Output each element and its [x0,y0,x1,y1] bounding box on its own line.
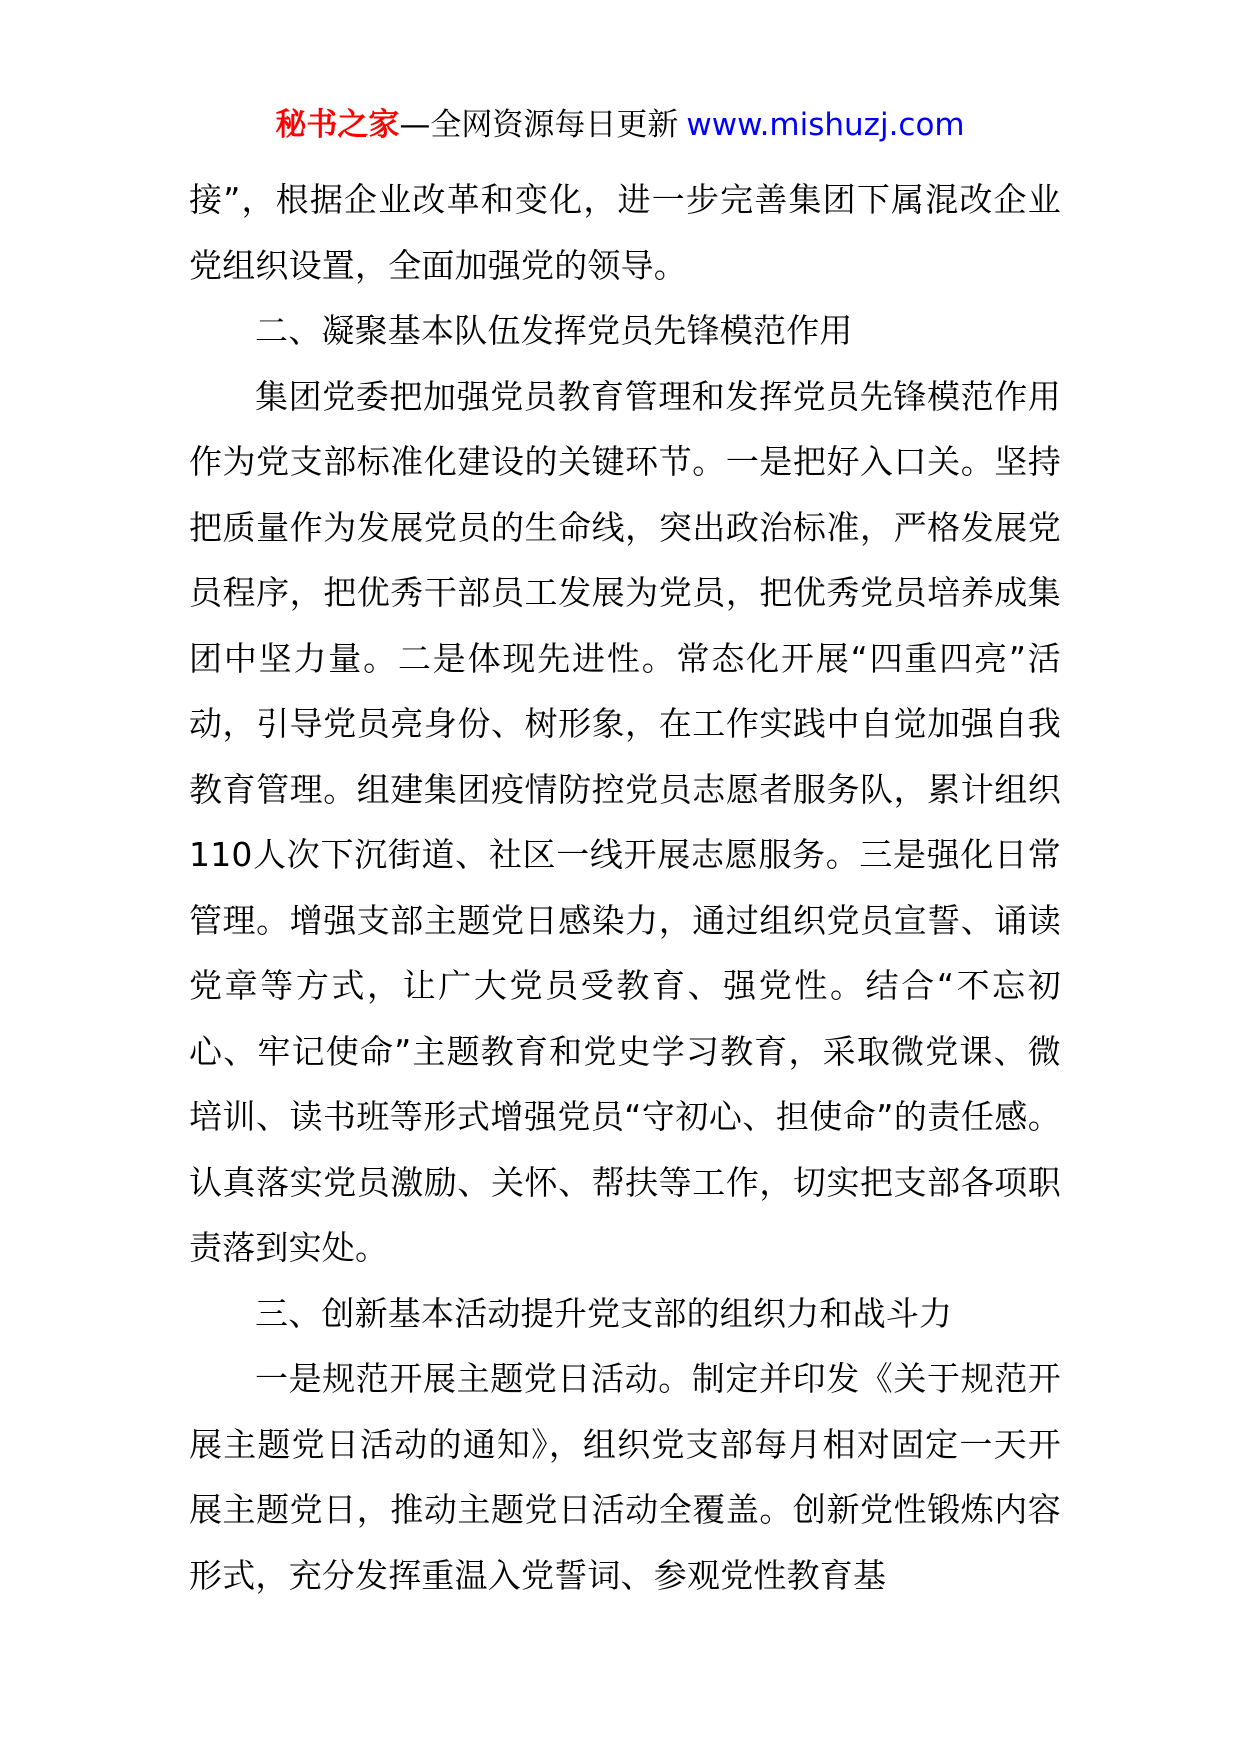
document-body [189,167,1061,1608]
site-header [0,103,1240,147]
paragraph-theme-party-day: 一是规范开展主题党日活动。制定并印发《关于规范开展主题党日活动的通知》，组织党支部每月相对固定一天开展主题党日，推动主题党日活动全覆盖。创新党性锻炼内容形式，充分发挥重温入党誓词、参观党性教育基 [189,1359,1061,1595]
section-heading-3: 三、创新基本活动提升党支部的组织力和战斗力 [255,1293,953,1333]
site-url-link[interactable]: www.mishuzj.com [686,107,965,143]
header-tagline: —全网资源每日更新 [399,107,679,143]
paragraph-continuation: 接”，根据企业改革和变化，进一步完善集团下属混改企业党组织设置，全面加强党的领导。 [189,180,1061,285]
paragraph-party-member-education: 集团党委把加强党员教育管理和发挥党员先锋模范作用作为党支部标准化建设的关键环节。一是把好入口关。坚持把质量作为发展党员的生命线，突出政治标准，严格发展党员程序，把优秀干部员工发展为党员，把优秀党员培养成集团中坚力量。二是体现先进性。常态化开展“四重四亮”活动，引导党员亮身份、树形象，在工作实践中自觉加强自我教育管理。组建集团疫情防控党员志愿者服务队，累计组织110人次下沉街道、社区一线开展志愿服务。三是强化日常管理。增强支部主题党日感染力，通过组织党员宣誓、诵读党章等方式，让广大党员受教育、强党性。结合“不忘初心、牢记使命”主题教育和党史学习教育，采取微党课、微培训、读书班等形式增强党员“守初心、担使命”的责任感。认真落实党员激励、关怀、帮扶等工作，切实把支部各项职责落到实处。 [189,376,1061,1267]
section-heading-2: 二、凝聚基本队伍发挥党员先锋模范作用 [255,311,853,350]
brand-name: 秘书之家 [275,107,400,143]
